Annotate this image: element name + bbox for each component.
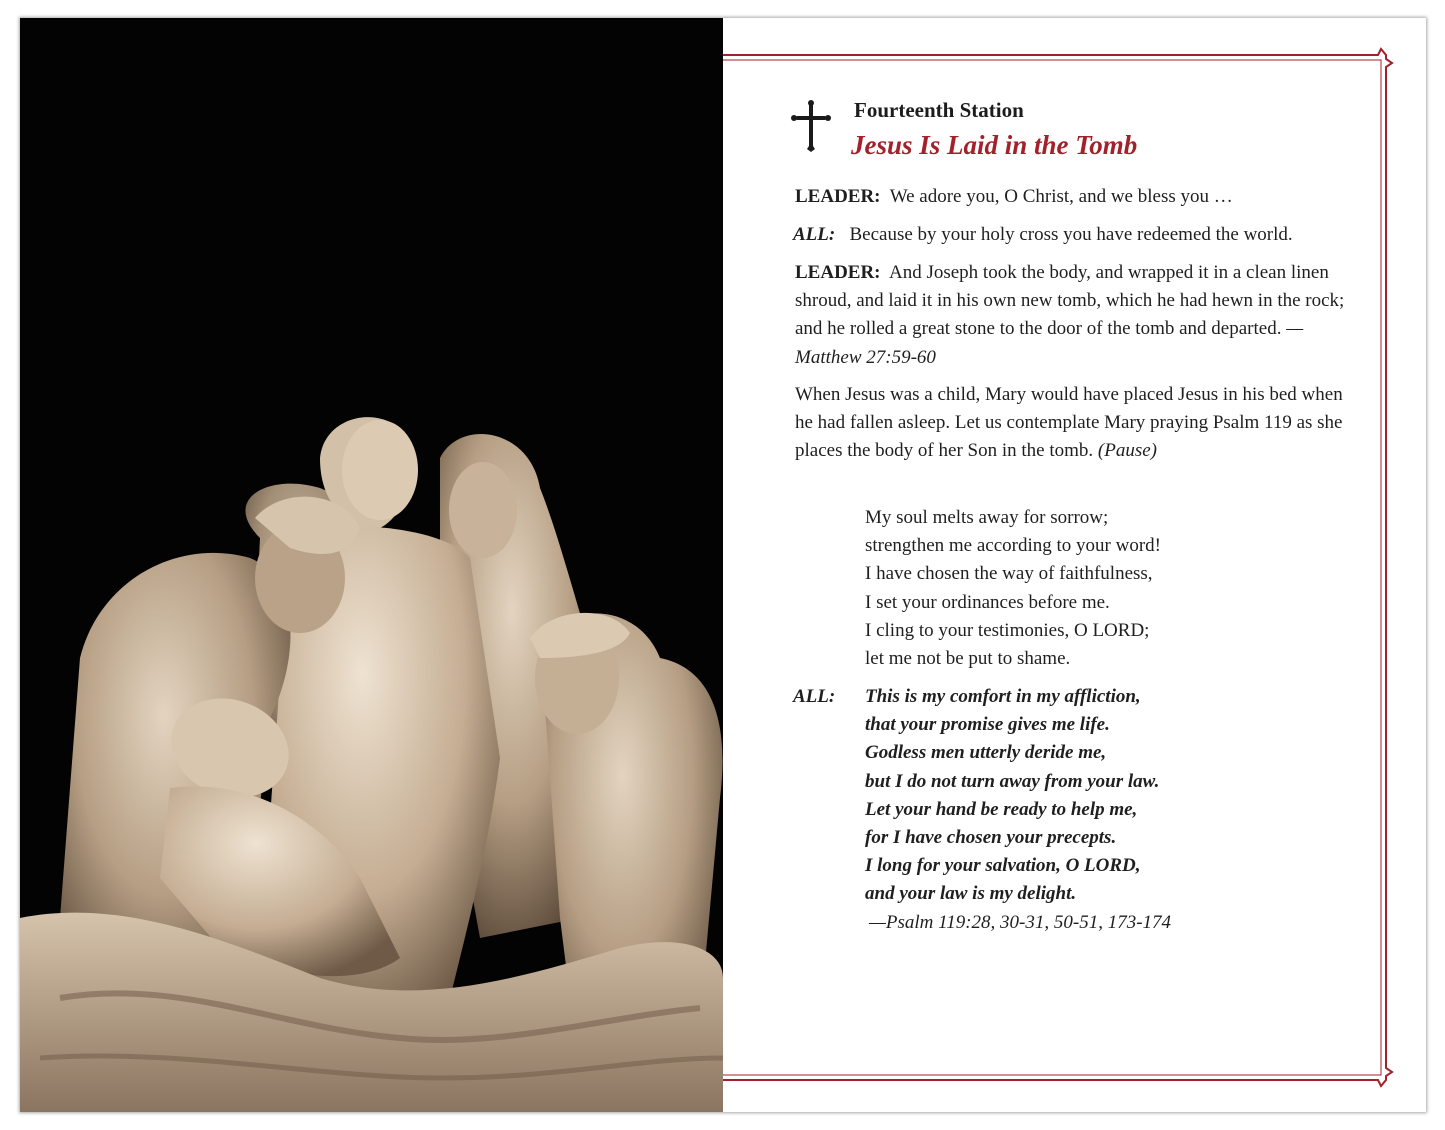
book-spread: [20, 18, 1426, 1112]
station-title: Jesus Is Laid in the Tomb: [851, 130, 1138, 160]
psalm-line: I cling to your testimonies, O LORD;: [865, 619, 1150, 641]
scripture-text: And Joseph took the body, and wrapped it in a clean linen shroud, and laid it in his own new tomb, which he had hewn in the rock; and he rolled a great stone to the door of the tomb and departed.: [795, 262, 1345, 340]
response-line: that your promise gives me life.: [865, 714, 1110, 736]
sculpture-illustration: [20, 18, 723, 1112]
pause-note: (Pause): [1097, 440, 1157, 462]
text-page: [723, 18, 1426, 1112]
response-speaker: ALL:: [793, 686, 836, 707]
response-line: I long for your salvation, O LORD,: [865, 855, 1141, 877]
response-line: Godless men utterly deride me,: [865, 742, 1107, 764]
all-text: Because by your holy cross you have redeemed the world.: [849, 224, 1293, 245]
speaker-label: ALL:: [793, 224, 836, 245]
statue-photo: [20, 18, 723, 1112]
leader-line-1: [795, 183, 1380, 211]
leader-text: We adore you, O Christ, and we bless you …: [889, 186, 1233, 207]
psalm-verses: [865, 504, 1161, 673]
speaker-label: LEADER:: [795, 186, 881, 207]
psalm-line: I set your ordinances before me.: [865, 591, 1110, 613]
scripture-citation: —Matthew 27:59-60: [795, 318, 1304, 368]
cross-icon: [791, 100, 831, 152]
reflection-paragraph: [795, 381, 1351, 466]
response-line: and your law is my delight.: [865, 883, 1077, 905]
speaker-label: LEADER:: [795, 262, 881, 283]
psalm-line: let me not be put to shame.: [865, 648, 1071, 670]
psalm-line: strengthen me according to your word!: [865, 535, 1161, 557]
all-line-1: [793, 221, 1378, 249]
psalm-citation: —Psalm 119:28, 30-31, 50-51, 173-174: [869, 912, 1172, 933]
response-line: for I have chosen your precepts.: [865, 827, 1117, 849]
psalm-line: I have chosen the way of faithfulness,: [865, 563, 1153, 585]
response-line: Let your hand be ready to help me,: [865, 798, 1138, 820]
response-line: but I do not turn away from your law.: [865, 770, 1160, 792]
leader-scripture: [795, 259, 1367, 372]
station-label: Fourteenth Station: [854, 98, 1024, 122]
response-line: This is my comfort in my affliction,: [865, 686, 1141, 707]
psalm-line: My soul melts away for sorrow;: [865, 507, 1109, 528]
reflection-text: When Jesus was a child, Mary would have placed Jesus in his bed when he had fallen asleep. Let us contemplate Mary praying Psalm 119 as she places the body of her Son in the tomb.: [795, 384, 1343, 462]
response-verses: [865, 683, 1159, 909]
